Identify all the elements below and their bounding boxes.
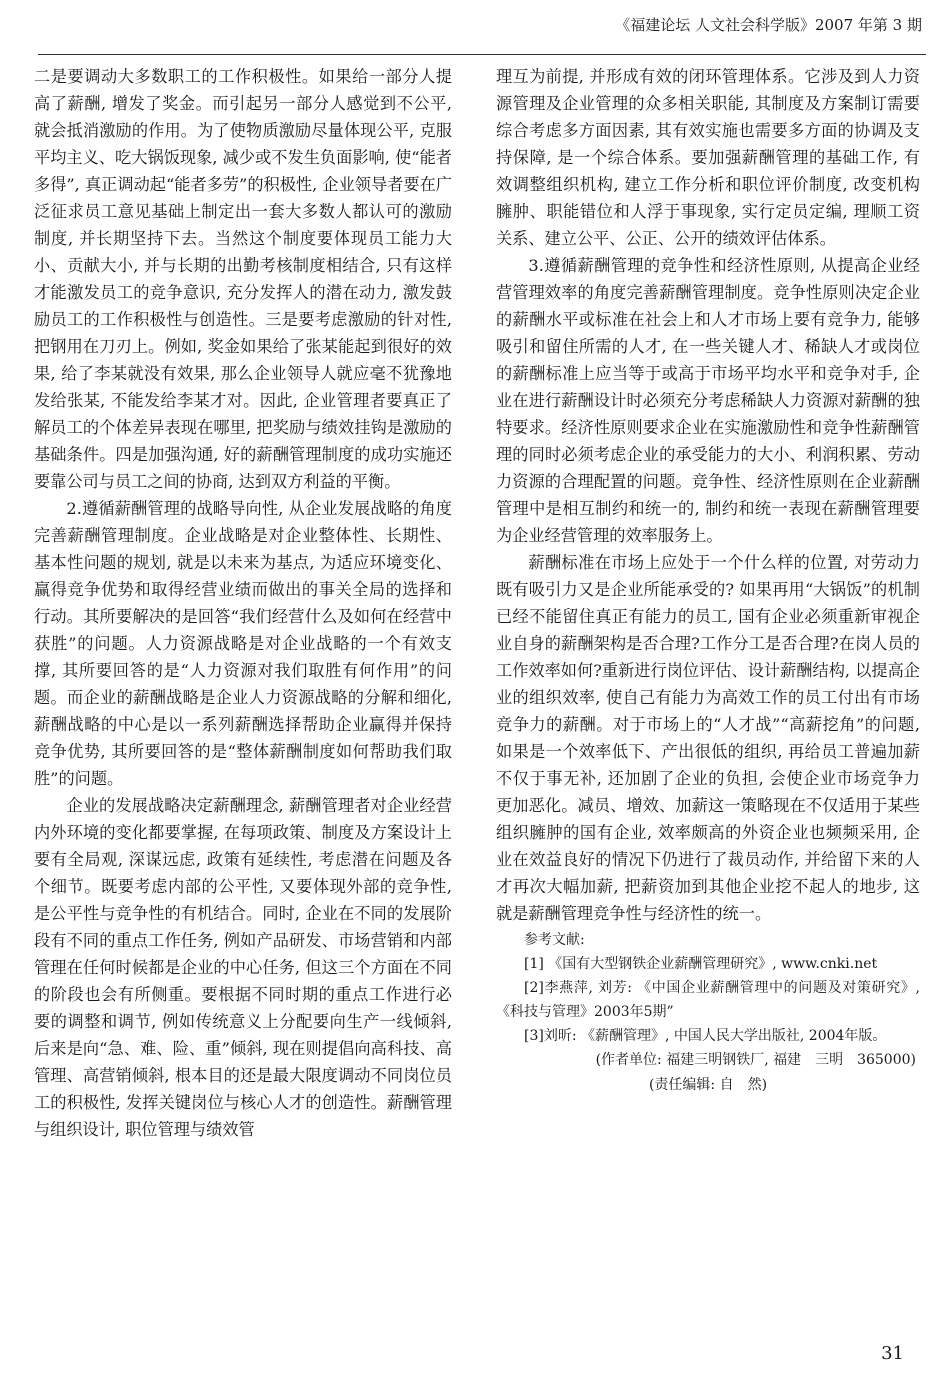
author-unit: (作者单位: 福建三明钢铁厂, 福建 三明 365000) — [595, 1052, 916, 1068]
body-paragraph: 3.遵循薪酬管理的竞争性和经济性原则, 从提高企业经营管理效率的角度完善薪酬管理制度。竞争性原则决定企业的薪酬水平或标准在社会上和人才市场上要有竞争力, 能够吸引和留住所需的人才, 在一些关键人才、稀缺人才或岗位的薪酬标准上应当等于或高于市场平均水平和竞争对手, 企业在进行薪酬设计时必须充分考虑稀缺人力资源对薪酬的独特要求。经济性原则要求企业在实施激励性和竞争性薪酬管理的同时必须考虑企业的承受能力的大小、利润积累、劳动力资源的合理配置的问题。竞争性、经济性原则在企业薪酬管理中是相互制约和统一的, 制约和统一表现在薪酬管理要为企业经营管理的效率服务上。 — [496, 256, 920, 545]
body-paragraph: 2.遵循薪酬管理的战略导向性, 从企业发展战略的角度完善薪酬管理制度。企业战略是对企业整体性、长期性、基本性问题的规划, 就是以未来为基点, 为适应环境变化、赢得竞争优势和取得经营业绩而做出的事关全局的选择和行动。其所要解决的是回答“我们经营什么及如何在经营中获胜”的问题。人力资源战略是对企业战略的一个有效支撑, 其所要回答的是“人力资源对我们取胜有何作用”的问题。而企业的薪酬战略是企业人力资源战略的分解和细化, 薪酬战略的中心是以一系列薪酬选择帮助企业赢得并保持竞争优势, 其所要回答的是“整体薪酬制度如何帮助我们取胜”的问题。 — [34, 499, 452, 788]
body-paragraph: 二是要调动大多数职工的工作积极性。如果给一部分人提高了薪酬, 增发了奖金。而引起另一部分人感觉到不公平, 就会抵消激励的作用。为了使物质激励尽量体现公平, 克服平均主义、吃大锅饭现象, 减少或不发生负面影响, 使“能者多得”, 真正调动起“能者多劳”的积极性, 企业领导者要在广泛征求员工意见基础上制定出一套大多数人都认可的激励制度, 并长期坚持下去。当然这个制度要体现员工能力大小、贡献大小, 并与长期的出勤考核制度相结合, 只有这样才能激发员工的竞争意识, 充分发挥人的潜在动力, 激发鼓励员工的工作积极性与创造性。三是要考虑激励的针对性, 把钢用在刀刃上。例如, 奖金如果给了张某能起到很好的效果, 给了李某就没有效果, 那么企业领导人就应毫不犹豫地发给张某, 不能发给李某才对。因此, 企业管理者要真正了解员工的个体差异表现在哪里, 把奖励与绩效挂钩是激励的基础条件。四是加强沟通, 好的薪酬管理制度的成功实施还要靠公司与员工之间的协商, 达到双方利益的平衡。 — [34, 67, 452, 491]
running-header — [0, 14, 950, 44]
body-paragraph: 企业的发展战略决定薪酬理念, 薪酬管理者对企业经营内外环境的变化都要掌握, 在每项政策、制度及方案设计上要有全局观, 深谋远虑, 政策有延续性, 考虑潜在问题及各个细节。既要考虑内部的公平性, 又要体现外部的竞争性, 是公平性与竞争性的有机结合。同时, 企业在不同的发展阶段有不同的重点工作任务, 例如产品研发、市场营销和内部管理在任何时候都是企业的中心任务, 但这三个方面在不同的阶段也会有所侧重。要根据不同时期的重点工作进行必要的调整和调节, 例如传统意义上分配要向生产一线倾斜, 后来是向“急、难、险、重”倾斜, 现在则提倡向高科技、高管理、高营销倾斜, 根本目的还是最大限度调动不同岗位员工的积极性, 发挥关键岗位与核心人才的创造性。薪酬管理与组织设计, 职位管理与绩效管 — [34, 796, 452, 1139]
right-column — [496, 63, 920, 1098]
reference-item: [2]李燕萍, 刘芳: 《中国企业薪酬管理中的问题及对策研究》, 《科技与管理》2003年5期” — [496, 980, 920, 1020]
header-rule — [38, 54, 926, 55]
reference-item: [1] 《国有大型钢铁企业薪酬管理研究》, www.cnki.net — [524, 956, 878, 972]
body-paragraph: 理互为前提, 并形成有效的闭环管理体系。它涉及到人力资源管理及企业管理的众多相关职能, 其制度及方案制订需要综合考虑多方面因素, 其有效实施也需要多方面的协调及支持保障, 是一个综合体系。要加强薪酬管理的基础工作, 有效调整组织机构, 建立工作分析和职位评价制度, 改变机构臃肿、职能错位和人浮于事现象, 实行定员定编, 理顺工资关系、建立公平、公正、公开的绩效评估体系。 — [496, 67, 920, 248]
page-number: 31 — [881, 1343, 904, 1364]
reference-item: [3]刘昕: 《薪酬管理》, 中国人民大学出版社, 2004年版。 — [524, 1028, 887, 1044]
journal-header: 《福建论坛 人文社会科学版》2007 年第 3 期 — [615, 16, 922, 34]
body-paragraph: 薪酬标准在市场上应处于一个什么样的位置, 对劳动力既有吸引力又是企业所能承受的? 如果再用“大锅饭”的机制已经不能留住真正有能力的员工, 国有企业必须重新审视企业自身的薪酬架构是否合理?工作分工是否合理?在岗人员的工作效率如何?重新进行岗位评估、设计薪酬结构, 以提高企业的组织效率, 使自己有能力为高效工作的员工付出有市场竞争力的薪酬。对于市场上的“人才战”“高薪挖角”的问题, 如果是一个效率低下、产出很低的组织, 再给员工普遍加薪不仅于事无补, 还加剧了企业的负担, 会使企业市场竞争力更加恶化。减员、增效、加薪这一策略现在不仅适用于某些组织臃肿的国有企业, 效率颇高的外资企业也频频采用, 企业在效益良好的情况下仍进行了裁员动作, 并给留下来的人才再次大幅加薪, 把薪资加到其他企业挖不起人的地步, 这就是薪酬管理竞争性与经济性的统一。 — [496, 553, 920, 923]
left-column — [34, 63, 452, 1143]
responsible-editor: (责任编辑: 自 然) — [648, 1077, 768, 1093]
references-title: 参考文献: — [524, 932, 585, 948]
